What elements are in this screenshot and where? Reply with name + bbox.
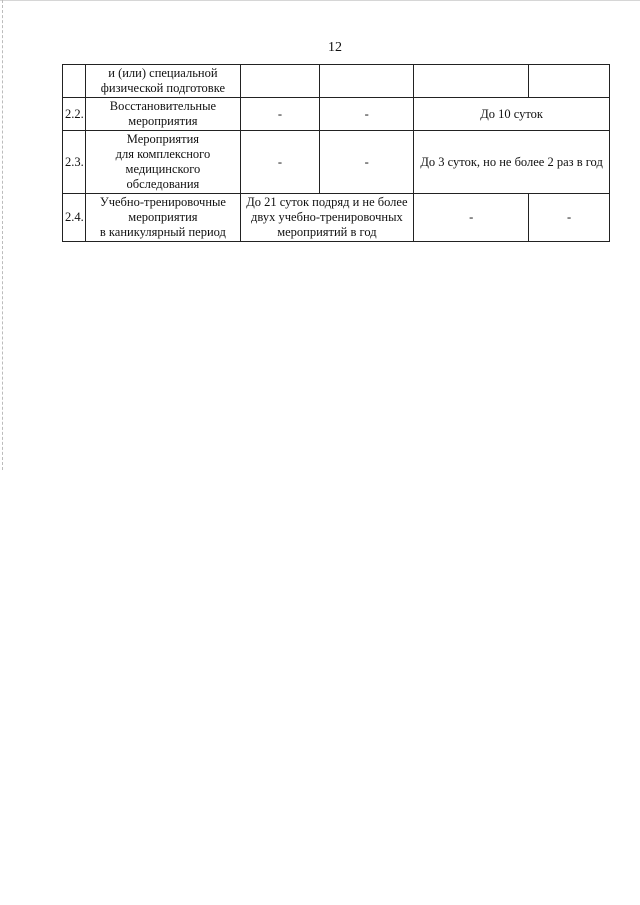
cell-num (63, 65, 86, 98)
page-number: 12 (328, 40, 342, 55)
table-row-2-4 (63, 194, 610, 242)
cell-cd: До 3 суток, но не более 2 раз в год (414, 131, 610, 194)
cell-b: - (320, 131, 414, 194)
cell-name: и (или) специальной физической подготовке (86, 65, 240, 98)
table-row-continued (63, 65, 610, 98)
scan-edge-left (2, 0, 3, 470)
cell-b (320, 65, 414, 98)
cell-ab: До 21 суток подряд и не более двух учебно-тренировочных мероприятий в год (240, 194, 414, 242)
cell-c: - (414, 194, 529, 242)
table-row-2-2 (63, 98, 610, 131)
cell-a (240, 65, 320, 98)
cell-c (414, 65, 529, 98)
scan-edge-top (0, 0, 640, 1)
cell-num: 2.2. (63, 98, 86, 131)
cell-num: 2.3. (63, 131, 86, 194)
cell-num: 2.4. (63, 194, 86, 242)
cell-cd: До 10 суток (414, 98, 610, 131)
cell-name: Мероприятия для комплексного медицинского обследования (86, 131, 240, 194)
cell-b: - (320, 98, 414, 131)
cell-d (529, 65, 610, 98)
table-row-2-3 (63, 131, 610, 194)
cell-a: - (240, 131, 320, 194)
events-table (62, 64, 610, 242)
cell-a: - (240, 98, 320, 131)
cell-d: - (529, 194, 610, 242)
cell-name: Восстановительные мероприятия (86, 98, 240, 131)
cell-name: Учебно-тренировочные мероприятия в каникулярный период (86, 194, 240, 242)
